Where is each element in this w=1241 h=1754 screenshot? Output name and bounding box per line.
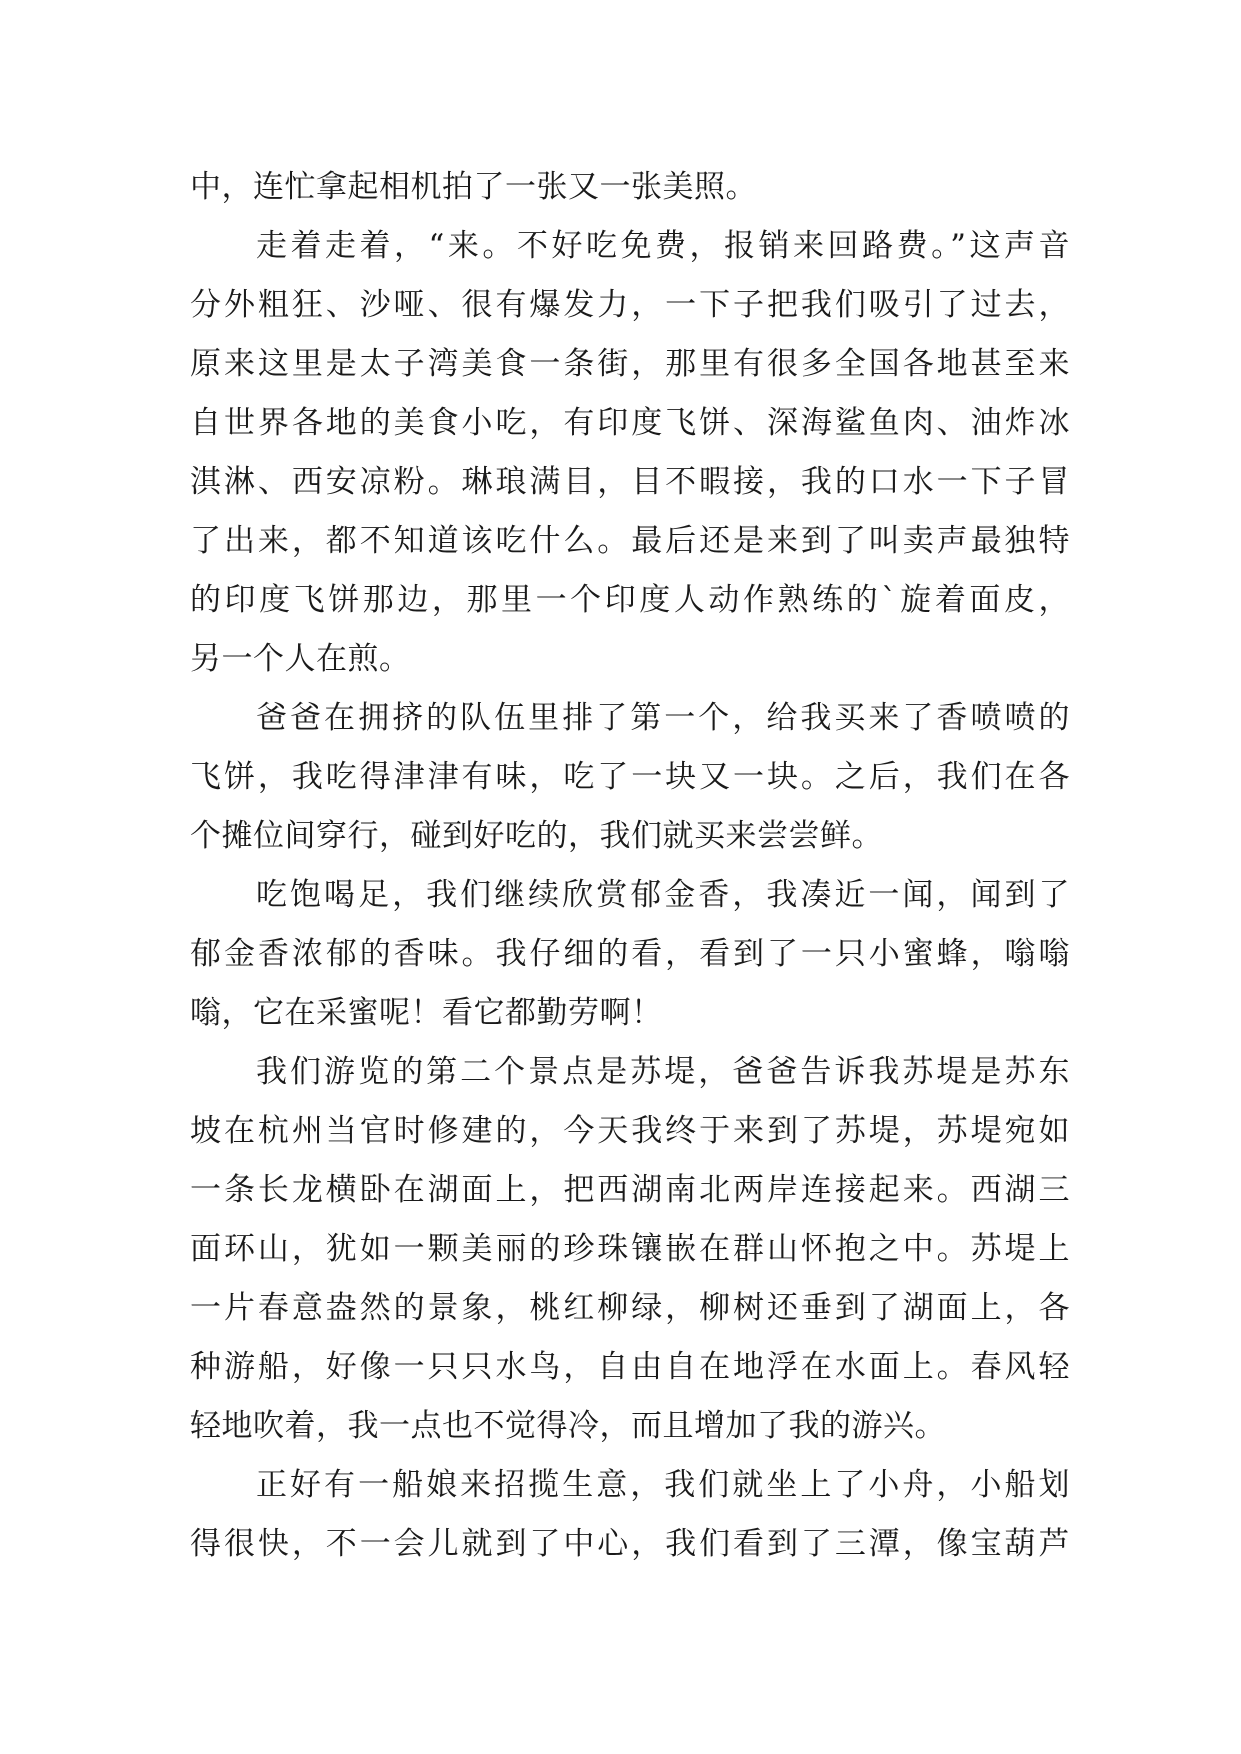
text-line: 走着走着，“来。不好吃免费，报销来回路费。”这声音 — [256, 228, 1070, 264]
text-line: 一片春意盎然的景象，桃红柳绿，柳树还垂到了湖面上，各 — [190, 1290, 1070, 1326]
text-line: 轻地吹着，我一点也不觉得冷，而且增加了我的游兴。 — [190, 1408, 946, 1444]
text-line: 得很快，不一会儿就到了中心，我们看到了三潭，像宝葫芦 — [190, 1526, 1070, 1562]
text-line: 一条长龙横卧在湖面上，把西湖南北两岸连接起来。西湖三 — [190, 1172, 1070, 1208]
text-line: 种游船，好像一只只水鸟，自由自在地浮在水面上。春风轻 — [190, 1349, 1070, 1385]
text-line: 嗡，它在采蜜呢！看它都勤劳啊！ — [190, 995, 663, 1031]
text-line: 个摊位间穿行，碰到好吃的，我们就买来尝尝鲜。 — [190, 818, 883, 854]
text-line: 我们游览的第二个景点是苏堤，爸爸告诉我苏堤是苏东 — [256, 1054, 1070, 1090]
text-line: 郁金香浓郁的香味。我仔细的看，看到了一只小蜜蜂，嗡嗡 — [190, 936, 1070, 972]
text-line: 中，连忙拿起相机拍了一张又一张美照。 — [190, 169, 757, 205]
text-line: 淇淋、西安凉粉。琳琅满目，目不暇接，我的口水一下子冒 — [190, 464, 1070, 500]
body-text — [190, 158, 1070, 1574]
text-line: 正好有一船娘来招揽生意，我们就坐上了小舟，小船划 — [256, 1467, 1070, 1503]
text-line: 吃饱喝足，我们继续欣赏郁金香，我凑近一闻，闻到了 — [256, 877, 1070, 913]
text-line: 面环山，犹如一颗美丽的珍珠镶嵌在群山怀抱之中。苏堤上 — [190, 1231, 1070, 1267]
text-line: 的印度飞饼那边，那里一个印度人动作熟练的`旋着面皮， — [190, 582, 1070, 618]
text-line: 了出来，都不知道该吃什么。最后还是来到了叫卖声最独特 — [190, 523, 1070, 559]
text-line: 爸爸在拥挤的队伍里排了第一个，给我买来了香喷喷的 — [256, 700, 1070, 736]
text-line: 坡在杭州当官时修建的，今天我终于来到了苏堤，苏堤宛如 — [190, 1113, 1070, 1149]
text-line: 分外粗狂、沙哑、很有爆发力，一下子把我们吸引了过去， — [190, 287, 1070, 323]
text-line: 另一个人在煎。 — [190, 641, 411, 677]
text-line: 原来这里是太子湾美食一条街，那里有很多全国各地甚至来 — [190, 346, 1070, 382]
text-line: 自世界各地的美食小吃，有印度飞饼、深海鲨鱼肉、油炸冰 — [190, 405, 1070, 441]
text-line: 飞饼，我吃得津津有味，吃了一块又一块。之后，我们在各 — [190, 759, 1070, 795]
